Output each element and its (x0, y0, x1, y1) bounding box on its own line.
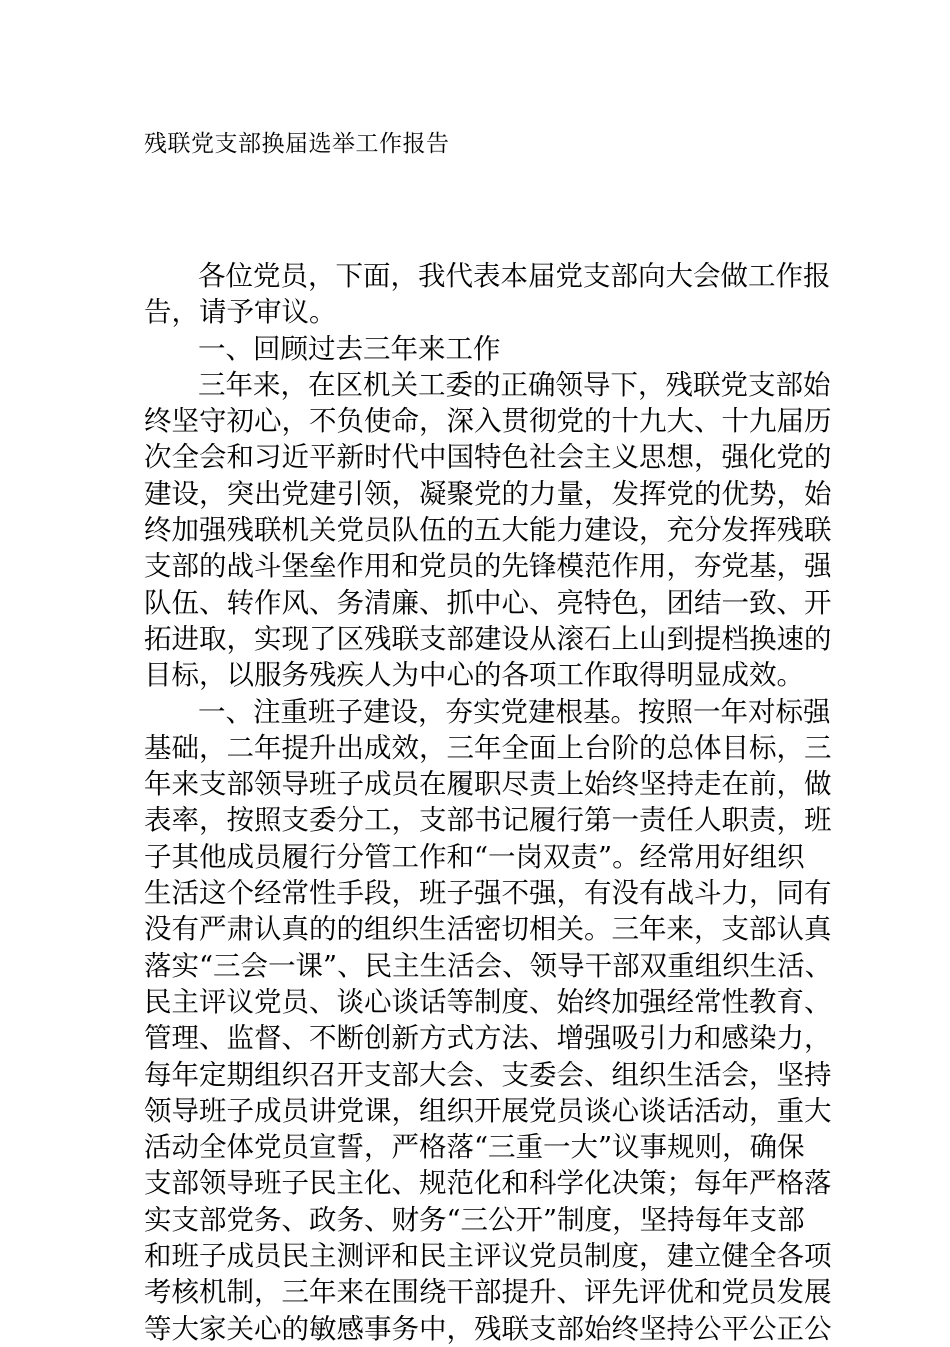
body-line-12: 目标，以服务残疾人为中心的各项工作取得明显成效。 (144, 659, 804, 692)
document-body (144, 258, 833, 1347)
body-line-27: 实支部党务、政务、财务“三公开”制度，坚持每年支部 (144, 1203, 805, 1236)
body-line-15: 年来支部领导班子成员在履职尽责上始终坚持走在前，做 (144, 768, 832, 801)
body-line-6: 次全会和习近平新时代中国特色社会主义思想，强化党的 (144, 441, 832, 474)
body-line-2: 告，请予审议。 (144, 296, 337, 329)
document-title: 残联党支部换届选举工作报告 (144, 131, 450, 157)
body-line-9: 支部的战斗堡垒作用和党员的先锋模范作用，夯党基，强 (144, 550, 832, 583)
body-line-25: 活动全体党员宣誓，严格落“三重一大”议事规则，确保 (144, 1131, 805, 1164)
body-line-30: 等大家关心的敏感事务中，残联支部始终坚持公平公正公 (144, 1312, 832, 1345)
body-line-17: 子其他成员履行分管工作和“一岗双责”。经常用好组织 (144, 840, 805, 873)
body-line-20: 落实“三会一课”、民主生活会、领导干部双重组织生活、 (144, 949, 833, 982)
body-line-7: 建设，突出党建引领，凝聚党的力量，发挥党的优势，始 (144, 477, 832, 510)
section-heading: 一、回顾过去三年来工作 (198, 332, 501, 365)
body-line-5: 终坚守初心，不负使命，深入贯彻党的十九大、十九届历 (144, 405, 832, 438)
body-line-8: 终加强残联机关党员队伍的五大能力建设，充分发挥残联 (144, 514, 832, 547)
body-line-4: 三年来，在区机关工委的正确领导下，残联党支部始 (198, 368, 831, 401)
body-line-24: 领导班子成员讲党课，组织开展党员谈心谈话活动，重大 (144, 1094, 832, 1127)
body-line-13: 一、注重班子建设，夯实党建根基。按照一年对标强 (198, 695, 831, 728)
body-line-14: 基础，二年提升出成效，三年全面上台阶的总体目标，三 (144, 731, 832, 764)
body-line-28: 和班子成员民主测评和民主评议党员制度，建立健全各项 (144, 1240, 832, 1273)
body-line-16: 表率，按照支委分工，支部书记履行第一责任人职责，班 (144, 804, 832, 837)
body-line-11: 拓进取，实现了区残联支部建设从滚石上山到提档换速的 (144, 622, 832, 655)
body-line-22: 管理、监督、不断创新方式方法、增强吸引力和感染力， (144, 1022, 832, 1055)
body-line-18: 生活这个经常性手段，班子强不强，有没有战斗力，同有 (144, 877, 832, 910)
body-line-10: 队伍、转作风、务清廉、抓中心、亮特色，团结一致、开 (144, 586, 832, 619)
body-line-23: 每年定期组织召开支部大会、支委会、组织生活会，坚持 (144, 1058, 832, 1091)
body-line-19: 没有严肃认真的的组织生活密切相关。三年来，支部认真 (144, 913, 832, 946)
body-line-1: 各位党员，下面，我代表本届党支部向大会做工作报 (198, 260, 831, 292)
body-line-21: 民主评议党员、谈心谈话等制度、始终加强经常性教育、 (144, 985, 832, 1018)
body-line-29: 考核机制，三年来在围绕干部提升、评先评优和党员发展 (144, 1276, 832, 1309)
body-line-26: 支部领导班子民主化、规范化和科学化决策；每年严格落 (144, 1167, 832, 1200)
